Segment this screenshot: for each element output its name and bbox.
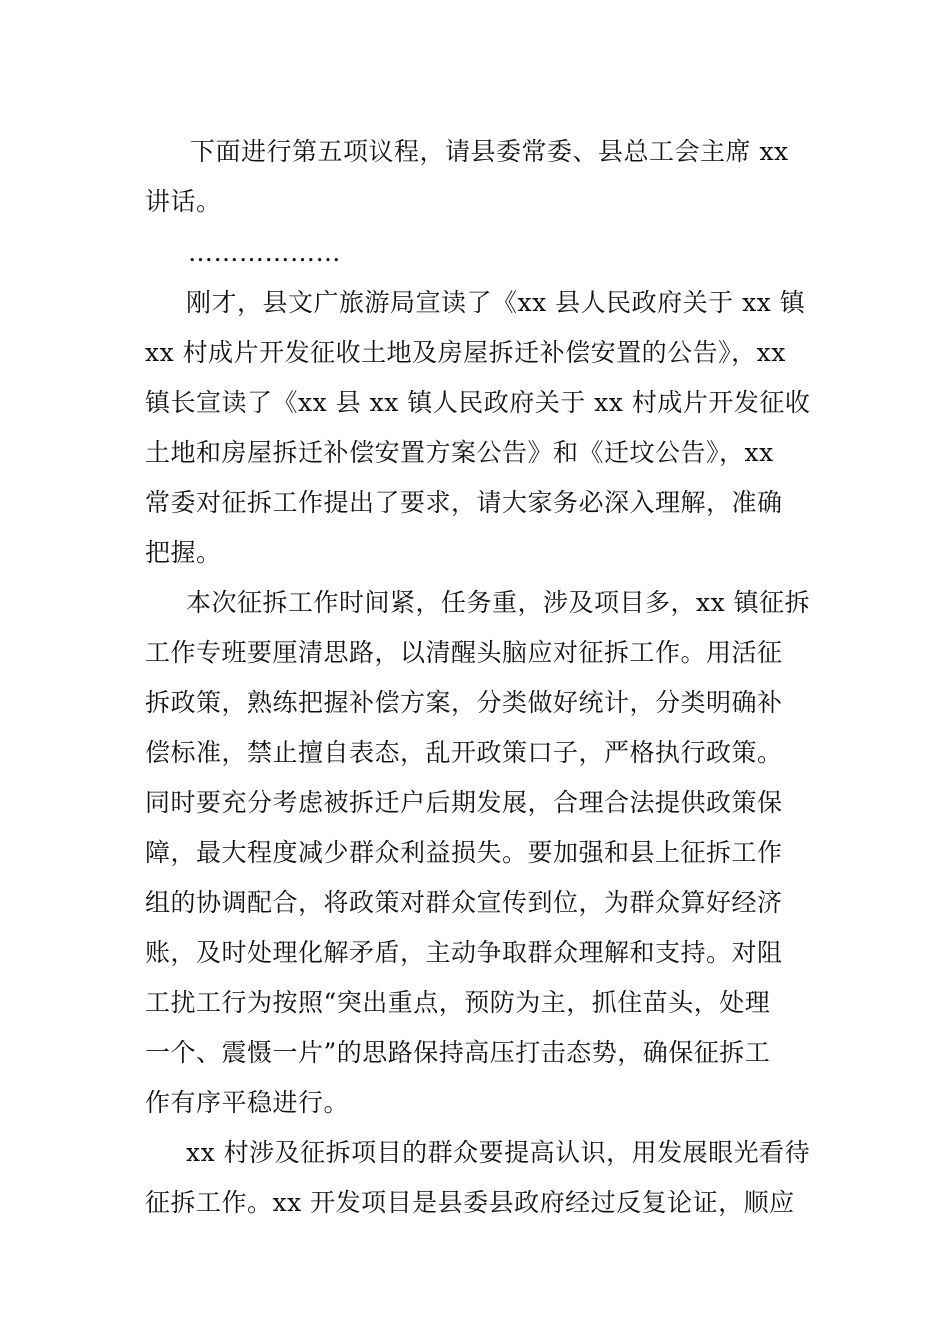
text-line: 常委对征拆工作提出了要求，请大家务必深入理解，准确: [145, 488, 783, 517]
text-line: 拆政策，熟练把握补偿方案，分类做好统计，分类明确补: [145, 688, 783, 717]
text-line: 作有序平稳进行。: [145, 1088, 350, 1117]
text-line: 把握。: [145, 538, 222, 567]
text-line: 征拆工作。xx 开发项目是县委县政府经过反复论证，顺应: [145, 1188, 795, 1217]
text-line: 障，最大程度减少群众利益损失。要加强和县上征拆工作: [145, 838, 783, 867]
text-line: xx 村成片开发征收土地及房屋拆迁补偿安置的公告》，xx: [145, 338, 786, 367]
text-line: 偿标准，禁止擅自表态，乱开政策口子，严格执行政策。: [145, 738, 783, 767]
text-line: 一个、震慑一片”的思路保持高压打击态势，确保征拆工: [145, 1038, 771, 1067]
text-line: 工扰工行为按照“突出重点，预防为主，抓住苗头，处理: [145, 988, 771, 1017]
text-line: 讲话。: [145, 187, 222, 216]
text-line: 土地和房屋拆迁补偿安置方案公告》和《迁坟公告》，xx: [145, 438, 774, 467]
text-line: 同时要充分考虑被拆迁户后期发展，合理合法提供政策保: [145, 788, 783, 817]
text-line: 下面进行第五项议程，请县委常委、县总工会主席 xx: [190, 137, 789, 166]
text-line: 组的协调配合，将政策对群众宣传到位，为群众算好经济: [145, 888, 783, 917]
text-line: xx 村涉及征拆项目的群众要提高认识，用发展眼光看待: [186, 1138, 811, 1167]
text-line: 账，及时处理化解矛盾，主动争取群众理解和支持。对阻: [145, 938, 783, 967]
text-line: 工作专班要厘清思路，以清醒头脑应对征拆工作。用活征: [145, 638, 783, 667]
text-line: 刚才，县文广旅游局宣读了《xx 县人民政府关于 xx 镇: [186, 288, 806, 317]
text-line: 本次征拆工作时间紧，任务重，涉及项目多，xx 镇征拆: [186, 588, 811, 617]
text-line: 镇长宣读了《xx 县 xx 镇人民政府关于 xx 村成片开发征收: [145, 388, 811, 417]
ellipsis-line: ………………: [188, 238, 341, 267]
